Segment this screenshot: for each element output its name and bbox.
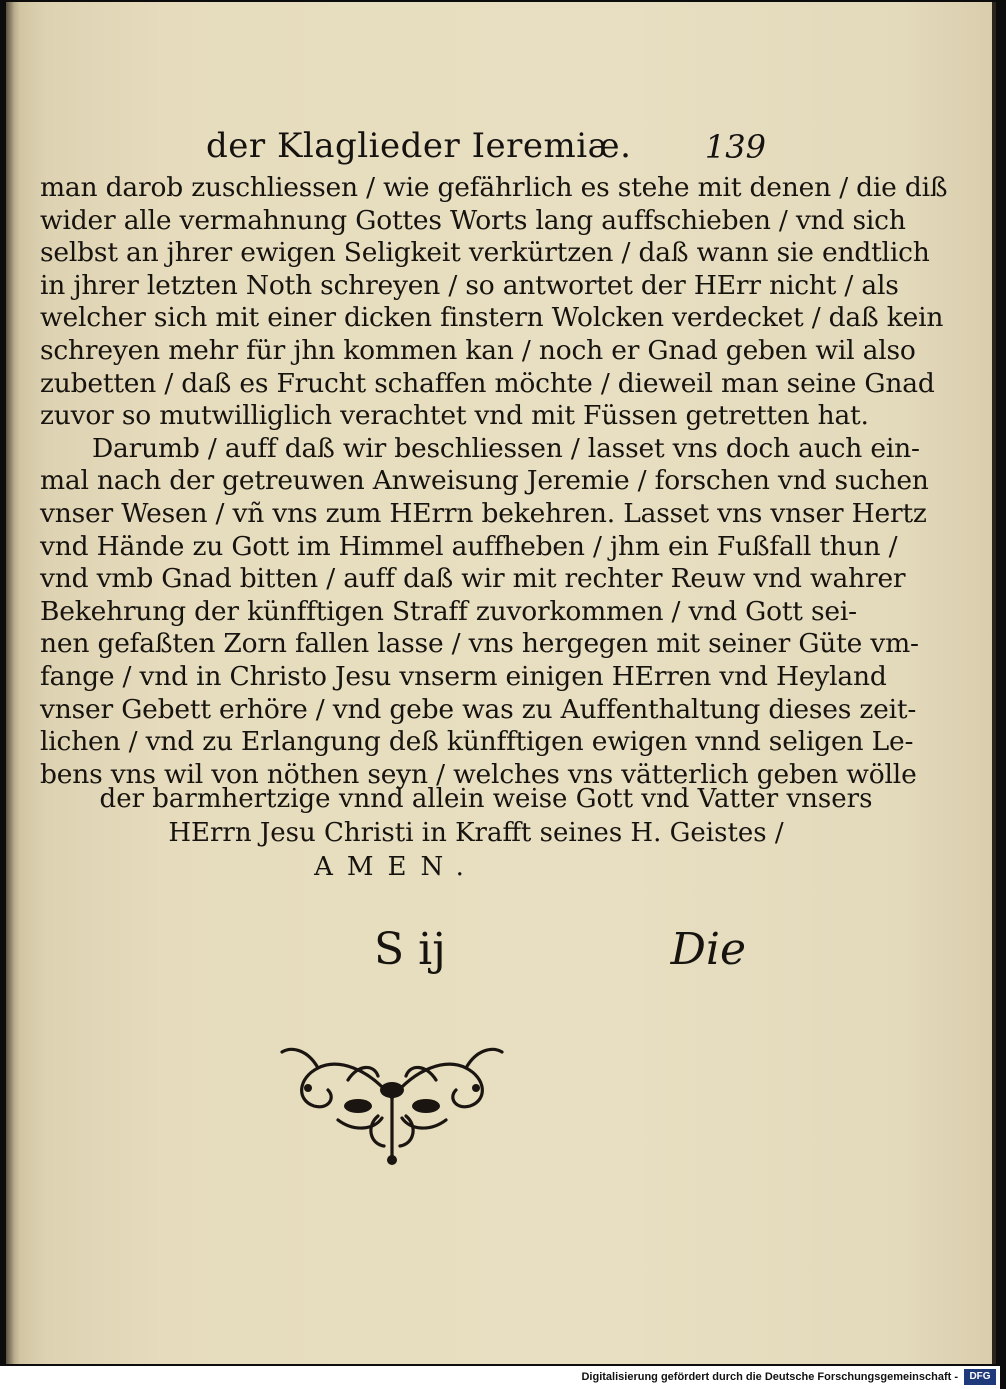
text-line: selbst an jhrer ewigen Seligkeit verkürtzen / daß wann sie endtlich [40, 237, 930, 269]
footer-credit: Digitalisierung gefördert durch die Deutsche Forschungsgemeinschaft - [581, 1371, 958, 1383]
page-number: 139 [704, 128, 766, 166]
text-line: vnd vmb Gnad bitten / auff daß wir mit rechter Reuw vnd wahrer [40, 563, 906, 595]
scan-background [6, 0, 1000, 1366]
signature-mark: S ij [374, 924, 446, 975]
text-line: vnser Wesen / vñ vns zum HErrn bekehren. Lasset vns vnser Hertz [40, 497, 927, 529]
dfg-logo-icon: DFG [964, 1369, 996, 1385]
text-line: vnd Hände zu Gott im Himmel auffheben / jhm ein Fußfall thun / [40, 530, 898, 562]
paragraph-start-line: Darumb / auff daß wir beschliessen / lasset vns doch auch ein- [92, 432, 920, 464]
text-line: man darob zuschliessen / wie gefährlich es stehe mit denen / die diß [40, 172, 948, 203]
text-line: mal nach der getreuwen Anweisung Jeremie / forschen vnd suchen [40, 465, 929, 497]
page-header [206, 122, 766, 166]
text-line: welcher sich mit einer dicken finstern Wolcken verdecket / daß kein [40, 302, 944, 334]
closing-lines [6, 784, 1006, 886]
running-head: der Klaglieder Ieremiæ. [206, 126, 632, 166]
text-line: schreyen mehr für jhn kommen kan / noch er Gnad geben wil also [40, 334, 916, 366]
text-line: in jhrer letzten Noth schreyen / so antwortet der HErr nicht / als [40, 269, 899, 301]
digitization-footer [0, 1366, 1000, 1389]
text-line: vnser Gebett erhöre / vnd gebe was zu Auffenthaltung dieses zeit- [40, 693, 917, 725]
body-text [40, 172, 948, 791]
text-line: wider alle vermahnung Gottes Worts lang auffschieben / vnd sich [40, 204, 906, 236]
closing-line-2: HErrn Jesu Christi in Krafft seines H. Geistes / [168, 818, 784, 848]
text-line: fange / vnd in Christo Jesu vnserm einigen HErren vnd Heyland [40, 660, 887, 692]
text-line: nen gefaßten Zorn fallen lasse / vns hergegen mit seiner Güte vm- [40, 628, 919, 660]
book-page [6, 2, 996, 1364]
catchline [366, 924, 746, 984]
text-line: zuvor so mutwilliglich verachtet vnd mit Füssen getretten hat. [40, 400, 869, 432]
amen-line: AMEN. [314, 852, 478, 882]
tailpiece-ornament-icon [278, 1028, 506, 1168]
text-line: zubetten / daß es Frucht schaffen möchte / dieweil man seine Gnad [40, 367, 935, 399]
text-line: bens vns wil von nöthen seyn / welches vns vätterlich geben wölle [40, 758, 917, 790]
text-line: Bekehrung der künfftigen Straff zuvorkommen / vnd Gott sei- [40, 595, 857, 627]
text-line: lichen / vnd zu Erlangung deß künfftigen ewigen vnnd seligen Le- [40, 726, 914, 758]
catchword: Die [670, 924, 746, 975]
closing-line-1: der barmhertzige vnnd allein weise Gott vnd Vatter vnsers [99, 784, 873, 814]
